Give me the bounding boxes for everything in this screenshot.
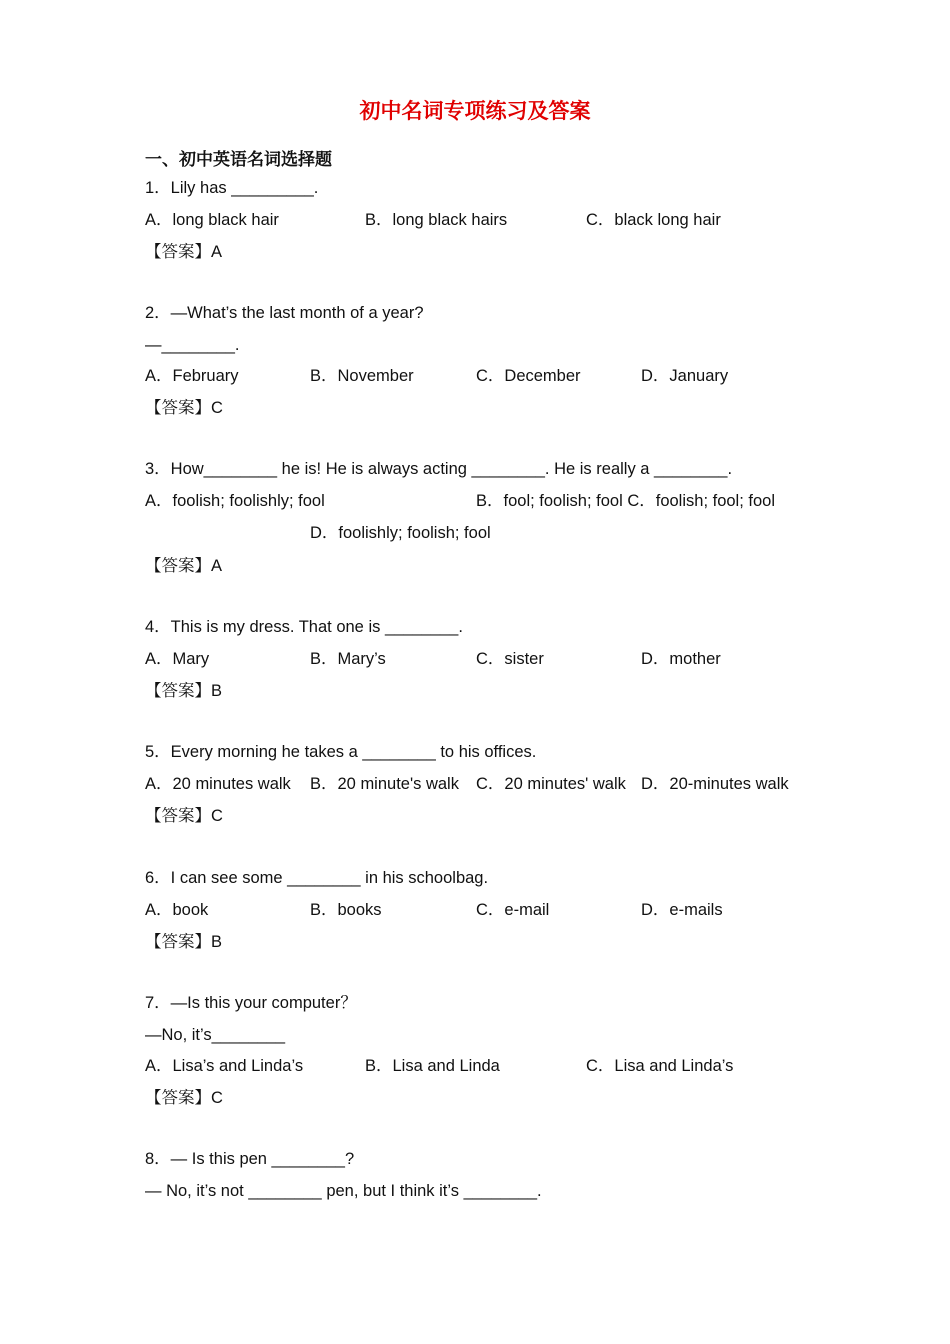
- question-2-answer: 【答案】C: [145, 399, 223, 417]
- question-1-answer: 【答案】A: [145, 243, 223, 261]
- question-4-stem: 4．This is my dress. That one is ________.: [145, 618, 463, 636]
- page-title: 初中名词专项练习及答案: [359, 98, 591, 123]
- question-7-option-b: B．Lisa and Linda: [365, 1057, 500, 1075]
- question-7-stem-line2: —No, it’s________: [145, 1026, 286, 1044]
- question-8-stem: 8．— Is this pen ________?: [145, 1150, 355, 1168]
- question-3-option-d: D．foolishly; foolish; fool: [310, 524, 491, 542]
- question-5-option-d: D．20-minutes walk: [641, 775, 789, 793]
- question-6-option-a: A．book: [145, 901, 209, 919]
- question-3-option-bc: B．fool; foolish; fool C．foolish; fool; fool: [476, 492, 775, 510]
- question-6-answer: 【答案】B: [145, 933, 223, 951]
- question-4-option-b: B．Mary’s: [310, 650, 386, 668]
- question-7-option-a: A．Lisa’s and Linda’s: [145, 1057, 304, 1075]
- question-6-option-d: D．e-mails: [641, 901, 723, 919]
- question-2-option-a: A．February: [145, 367, 239, 385]
- question-4-answer: 【答案】B: [145, 682, 223, 700]
- question-5-answer: 【答案】C: [145, 807, 223, 825]
- question-4-option-c: C．sister: [476, 650, 544, 668]
- question-1-option-a: A．long black hair: [145, 211, 279, 229]
- question-8-stem-line2: — No, it’s not ________ pen, but I think it’s ________.: [145, 1182, 542, 1200]
- question-1-option-c: C．black long hair: [586, 211, 721, 229]
- question-3-stem: 3．How________ he is! He is always acting ________. He is really a ________.: [145, 460, 733, 478]
- question-6-option-c: C．e-mail: [476, 901, 550, 919]
- question-2-option-d: D．January: [641, 367, 729, 385]
- question-1-stem: 1．Lily has _________.: [145, 179, 319, 197]
- question-5-stem: 5．Every morning he takes a ________ to his offices.: [145, 743, 537, 761]
- section-heading: 一、初中英语名词选择题: [145, 150, 332, 170]
- question-7-answer: 【答案】C: [145, 1089, 223, 1107]
- question-3-option-a: A．foolish; foolishly; fool: [145, 492, 325, 510]
- question-1-option-b: B．long black hairs: [365, 211, 508, 229]
- question-5-option-c: C．20 minutes' walk: [476, 775, 626, 793]
- question-5-option-a: A．20 minutes walk: [145, 775, 291, 793]
- question-6-option-b: B．books: [310, 901, 382, 919]
- question-6-stem: 6．I can see some ________ in his schoolbag.: [145, 869, 489, 887]
- question-2-option-c: C．December: [476, 367, 581, 385]
- question-5-option-b: B．20 minute's walk: [310, 775, 459, 793]
- question-7-stem: 7．—Is this your computer？: [145, 994, 357, 1012]
- question-4-option-a: A．Mary: [145, 650, 210, 668]
- question-4-option-d: D．mother: [641, 650, 721, 668]
- question-3-answer: 【答案】A: [145, 557, 223, 575]
- question-2-stem-line2: —________.: [145, 336, 240, 354]
- question-2-option-b: B．November: [310, 367, 414, 385]
- question-2-stem: 2．—What’s the last month of a year?: [145, 304, 424, 322]
- question-7-option-c: C．Lisa and Linda’s: [586, 1057, 734, 1075]
